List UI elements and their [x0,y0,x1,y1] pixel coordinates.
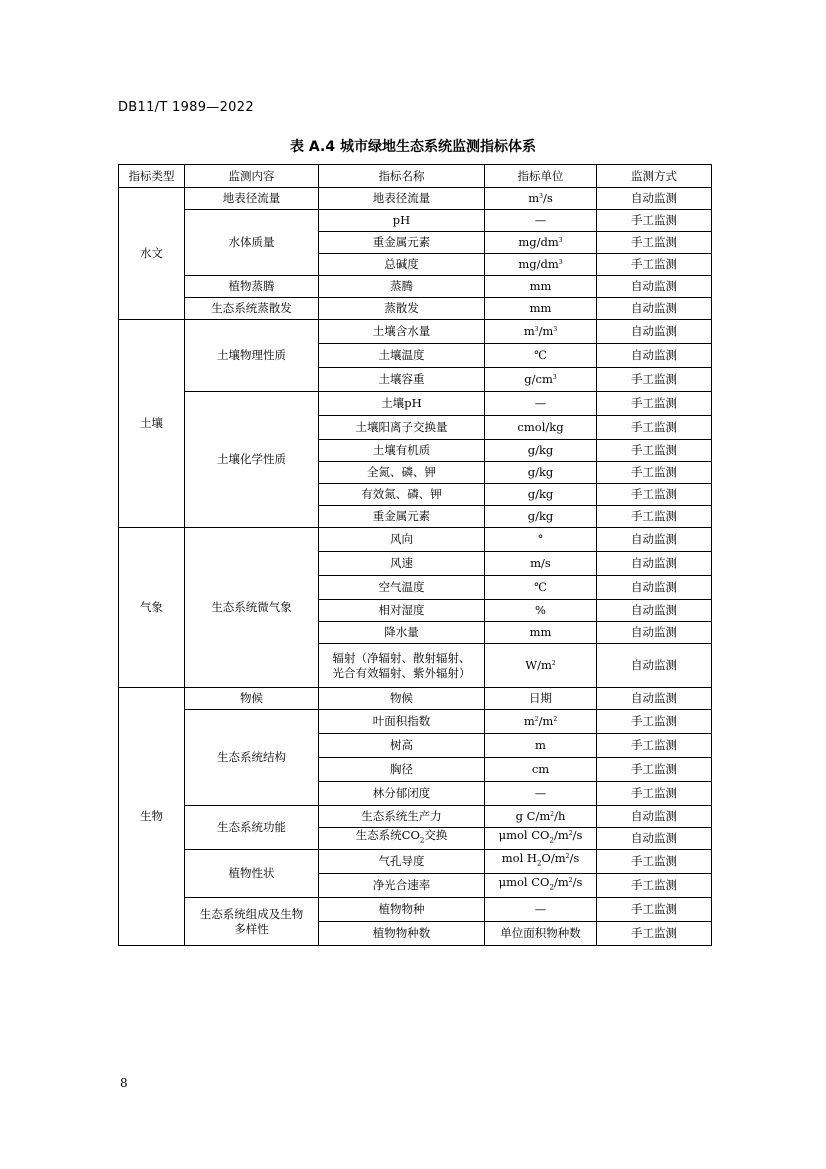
unit-text: /s [542,191,553,205]
content-cell [185,898,319,946]
name-cell: 土壤pH [319,392,485,416]
name-cell: 重金属元素 [319,232,485,254]
method-cell: 手工监测 [597,874,712,898]
method-cell: 手工监测 [597,392,712,416]
method-cell: 自动监测 [597,600,712,622]
content-cell: 生态系统功能 [185,806,319,850]
name-cell: 净光合速率 [319,874,485,898]
unit-text: /m [538,324,554,338]
table-row [119,392,712,416]
monitoring-indicator-table [118,164,712,946]
unit-text: /h [554,809,566,823]
method-cell: 自动监测 [597,528,712,552]
unit-text: /s [572,828,583,843]
method-cell: 自动监测 [597,806,712,828]
unit-text: μmol CO [498,828,550,843]
method-cell: 手工监测 [597,898,712,922]
method-cell: 自动监测 [597,320,712,344]
content-cell: 植物性状 [185,850,319,898]
name-cell: 全氮、磷、钾 [319,462,485,484]
table-row [119,298,712,320]
content-cell: 生态系统结构 [185,710,319,806]
unit-text: g/cm [524,372,553,386]
name-cell: 气孔导度 [319,850,485,874]
unit-cell: g/kg [485,484,597,506]
method-cell: 手工监测 [597,440,712,462]
content-cell: 地表径流量 [185,188,319,210]
table-row [119,688,712,710]
unit-cell: m [485,734,597,758]
name-cell: 风速 [319,552,485,576]
name-cell: 林分郁闭度 [319,782,485,806]
unit-superscript: 2 [568,877,573,885]
name-cell [319,828,485,850]
name-cell: 土壤容重 [319,368,485,392]
unit-superscript: 3 [553,326,558,333]
name-cell: 地表径流量 [319,188,485,210]
unit-superscript: 3 [558,237,563,244]
unit-cell: ℃ [485,344,597,368]
unit-subscript: 2 [549,836,554,845]
name-cell: 空气温度 [319,576,485,600]
name-cell: 土壤含水量 [319,320,485,344]
col-header-method: 监测方式 [597,165,712,188]
unit-cell: 日期 [485,688,597,710]
unit-cell: mm [485,298,597,320]
method-cell: 手工监测 [597,462,712,484]
content-line: 生态系统组成及生物 [199,906,304,921]
method-cell: 自动监测 [597,188,712,210]
document-id: DB11/T 1989—2022 [118,100,254,115]
unit-cell: g/kg [485,440,597,462]
page-number: 8 [120,1076,128,1090]
unit-cell: mm [485,276,597,298]
method-cell: 手工监测 [597,484,712,506]
name-cell: 蒸散发 [319,298,485,320]
unit-superscript: 3 [534,326,539,333]
unit-text: /m [553,875,569,890]
name-cell: 树高 [319,734,485,758]
name-cell: pH [319,210,485,232]
unit-cell: ° [485,528,597,552]
unit-text: /s [572,875,583,890]
unit-superscript: 2 [534,716,539,723]
content-line: 多样性 [234,921,269,936]
unit-cell [485,188,597,210]
content-cell: 植物蒸腾 [185,276,319,298]
col-header-unit: 指标单位 [485,165,597,188]
name-text: 交换 [424,828,448,843]
unit-text: mg/dm [518,257,559,271]
method-cell: 手工监测 [597,710,712,734]
method-cell: 手工监测 [597,922,712,946]
method-cell: 手工监测 [597,758,712,782]
content-cell: 水体质量 [185,210,319,276]
name-cell: 植物物种数 [319,922,485,946]
unit-cell: — [485,782,597,806]
unit-cell: ℃ [485,576,597,600]
unit-cell [485,368,597,392]
method-cell: 自动监测 [597,552,712,576]
col-header-name: 指标名称 [319,165,485,188]
type-cell-biology: 生物 [119,688,185,946]
unit-cell: % [485,600,597,622]
method-cell: 自动监测 [597,622,712,644]
name-cell: 植物物种 [319,898,485,922]
unit-cell [485,710,597,734]
method-cell: 自动监测 [597,576,712,600]
unit-cell: 单位面积物种数 [485,922,597,946]
name-cell: 生态系统生产力 [319,806,485,828]
unit-superscript: 2 [568,830,573,838]
method-cell: 手工监测 [597,368,712,392]
method-cell: 自动监测 [597,828,712,850]
method-cell: 自动监测 [597,298,712,320]
unit-cell [485,320,597,344]
col-header-content: 监测内容 [185,165,319,188]
unit-text: O/m [541,851,566,866]
unit-cell: — [485,898,597,922]
method-cell: 手工监测 [597,850,712,874]
unit-text: g C/m [515,809,551,823]
name-cell: 物候 [319,688,485,710]
table-row [119,320,712,344]
unit-text: /m [538,714,554,728]
method-cell: 手工监测 [597,232,712,254]
table-header-row [119,165,712,188]
unit-text: mg/dm [518,235,559,249]
unit-superscript: 2 [550,811,555,818]
name-text: 生态系统CO [355,828,420,843]
unit-cell [485,874,597,898]
content-cell: 生态系统蒸散发 [185,298,319,320]
unit-subscript: 2 [549,883,554,892]
unit-cell: cm [485,758,597,782]
name-cell: 相对湿度 [319,600,485,622]
unit-text: /s [569,851,580,866]
type-cell-soil: 土壤 [119,320,185,528]
name-cell: 风向 [319,528,485,552]
table-row [119,528,712,552]
content-cell: 生态系统微气象 [185,528,319,688]
unit-cell [485,232,597,254]
name-cell: 土壤温度 [319,344,485,368]
method-cell: 手工监测 [597,210,712,232]
type-cell-meteorology: 气象 [119,528,185,688]
unit-superscript: 3 [558,259,563,266]
name-cell: 降水量 [319,622,485,644]
method-cell: 自动监测 [597,688,712,710]
unit-text: /m [553,828,569,843]
name-cell [319,644,485,688]
unit-superscript: 3 [539,193,543,200]
table-row [119,806,712,828]
name-cell: 总碱度 [319,254,485,276]
method-cell: 手工监测 [597,734,712,758]
unit-cell: mm [485,622,597,644]
content-cell: 土壤物理性质 [185,320,319,392]
table-row [119,210,712,232]
unit-text: m [528,191,540,205]
name-cell: 胸径 [319,758,485,782]
unit-cell: cmol/kg [485,416,597,440]
unit-text: W/m [525,658,552,672]
table-row [119,710,712,734]
name-subscript: 2 [419,836,425,845]
table-row [119,188,712,210]
col-header-type: 指标类型 [119,165,185,188]
method-cell: 自动监测 [597,276,712,298]
type-cell-hydrology: 水文 [119,188,185,320]
unit-cell [485,850,597,874]
method-cell: 自动监测 [597,344,712,368]
method-cell: 手工监测 [597,782,712,806]
name-cell: 有效氮、磷、钾 [319,484,485,506]
unit-superscript: 2 [551,660,556,667]
unit-text: mol H [501,851,537,866]
name-cell: 土壤阳离子交换量 [319,416,485,440]
table-title: 表 A.4 城市绿地生态系统监测指标体系 [290,139,536,155]
unit-cell [485,806,597,828]
unit-cell: g/kg [485,462,597,484]
unit-cell [485,828,597,850]
method-cell: 手工监测 [597,416,712,440]
method-cell: 手工监测 [597,254,712,276]
unit-subscript: 2 [536,859,542,868]
unit-text: m [523,324,535,338]
name-line: 辐射（净辐射、散射辐射、 [332,650,471,665]
name-cell: 叶面积指数 [319,710,485,734]
unit-text: μmol CO [498,875,550,890]
table-row [119,898,712,922]
method-cell: 自动监测 [597,644,712,688]
unit-cell: — [485,210,597,232]
unit-text: m [523,714,535,728]
table-row [119,850,712,874]
name-line: 光合有效辐射、紫外辐射） [332,665,471,680]
unit-superscript: 2 [553,716,558,723]
unit-cell: m/s [485,552,597,576]
table-row [119,276,712,298]
unit-superscript: 2 [565,853,570,861]
name-cell: 蒸腾 [319,276,485,298]
unit-superscript: 3 [552,374,557,381]
name-cell: 重金属元素 [319,506,485,528]
method-cell: 手工监测 [597,506,712,528]
unit-cell [485,254,597,276]
content-cell: 土壤化学性质 [185,392,319,528]
content-cell: 物候 [185,688,319,710]
unit-cell: g/kg [485,506,597,528]
unit-cell: — [485,392,597,416]
unit-cell [485,644,597,688]
name-cell: 土壤有机质 [319,440,485,462]
